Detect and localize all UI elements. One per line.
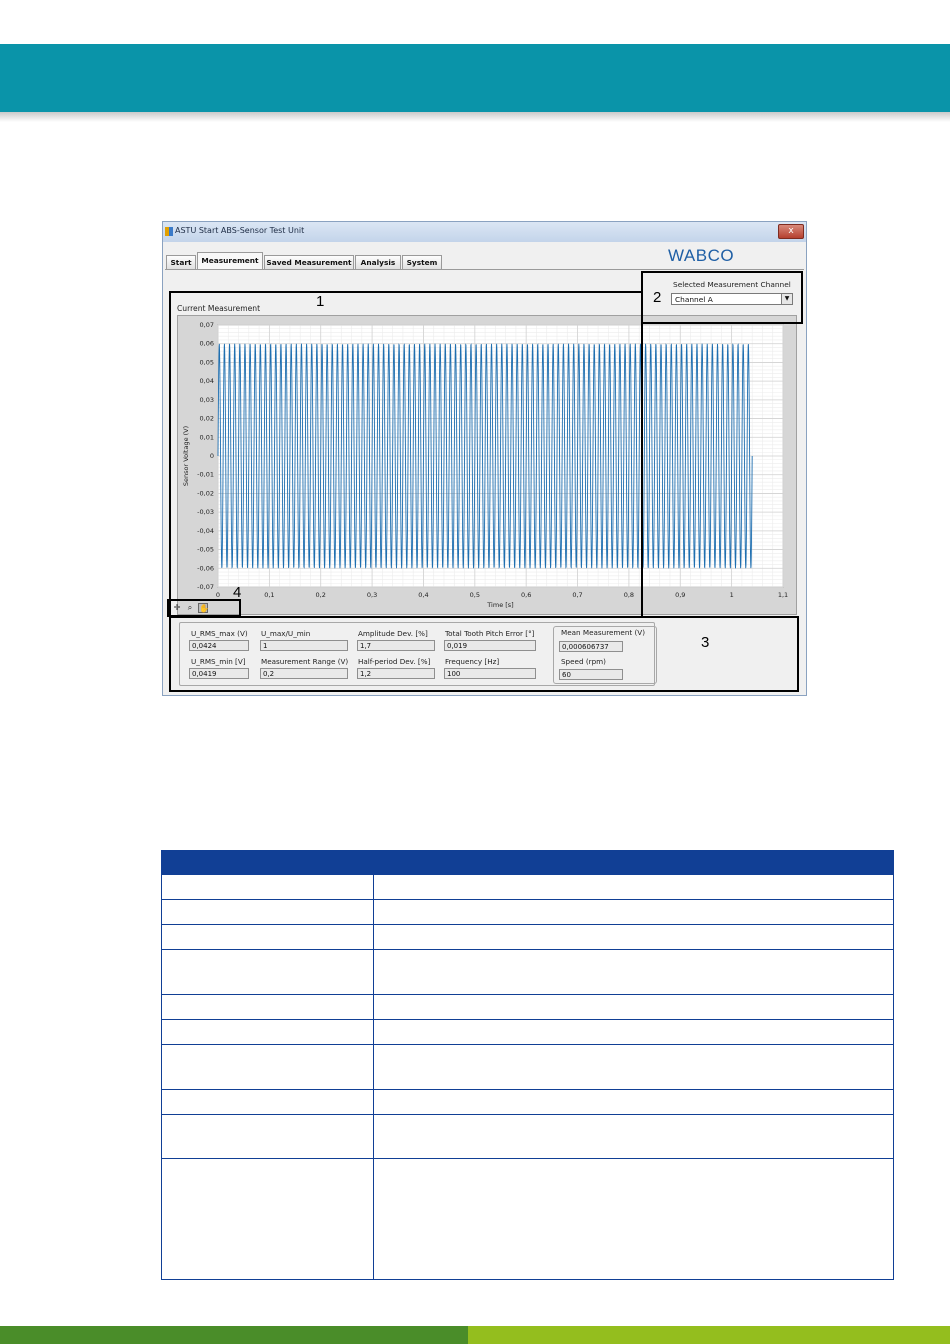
table-row-line bbox=[162, 899, 893, 900]
y-tick-label: 0,04 bbox=[199, 377, 214, 386]
header-shadow bbox=[0, 112, 950, 122]
indicator-value: 100 bbox=[444, 668, 536, 679]
indicator-value: 1,7 bbox=[357, 640, 435, 651]
zoom-icon[interactable]: ⌕ bbox=[187, 603, 193, 612]
indicator-value: 0,2 bbox=[260, 668, 348, 679]
footer-bar-right bbox=[468, 1326, 950, 1344]
indicator-label: U_RMS_max (V) bbox=[191, 629, 248, 638]
x-tick-label: 0,3 bbox=[366, 591, 378, 599]
table-row-line bbox=[162, 949, 893, 950]
indicator-label: Amplitude Dev. [%] bbox=[358, 629, 428, 638]
tab-system[interactable]: System bbox=[402, 255, 442, 269]
indicator-label: U_max/U_min bbox=[261, 629, 311, 638]
x-tick-label: 0,1 bbox=[264, 591, 275, 599]
mean-label: Mean Measurement (V) bbox=[561, 628, 646, 637]
tab-analysis[interactable]: Analysis bbox=[355, 255, 401, 269]
x-tick-label: 0,6 bbox=[521, 591, 532, 599]
y-tick-label: 0,02 bbox=[199, 414, 214, 423]
callout-box-4 bbox=[167, 599, 241, 617]
y-tick-label: -0,06 bbox=[197, 564, 214, 573]
table-row-line bbox=[162, 994, 893, 995]
tab-start[interactable]: Start bbox=[166, 255, 196, 269]
x-tick-label: 0,7 bbox=[572, 591, 583, 599]
table-row-line bbox=[162, 1114, 893, 1115]
wabco-logo: WABCO bbox=[668, 246, 735, 265]
description-table bbox=[161, 850, 894, 1280]
y-axis-label: Sensor Voltage (V) bbox=[182, 425, 190, 487]
indicator-label: Measurement Range (V) bbox=[261, 657, 349, 666]
y-tick-label: -0,03 bbox=[197, 508, 214, 517]
y-tick-label: -0,07 bbox=[197, 583, 214, 591]
table-row-line bbox=[162, 924, 893, 925]
x-tick-label: 0,9 bbox=[675, 591, 686, 599]
callout-box-3 bbox=[169, 616, 799, 692]
tab-measurement[interactable]: Measurement bbox=[197, 252, 263, 269]
table-row-line bbox=[162, 1019, 893, 1020]
y-tick-label: -0,02 bbox=[197, 489, 214, 498]
tab-saved-measurement[interactable]: Saved Measurement bbox=[264, 255, 354, 269]
indicator-value: 0,019 bbox=[444, 640, 536, 651]
header-band bbox=[0, 44, 950, 112]
callout-box-1 bbox=[169, 291, 643, 618]
indicator-value: 0,0424 bbox=[189, 640, 249, 651]
x-tick-label: 0,5 bbox=[469, 591, 480, 599]
speed-label: Speed (rpm) bbox=[561, 657, 606, 666]
x-axis-label: Time [s] bbox=[487, 601, 514, 609]
y-tick-label: -0,04 bbox=[197, 526, 214, 535]
indicator-label: Half-period Dev. [%] bbox=[358, 657, 431, 666]
window-title: ASTU Start ABS-Sensor Test Unit bbox=[175, 226, 305, 235]
channel-value: Channel A bbox=[675, 295, 713, 304]
close-button[interactable]: x bbox=[778, 224, 804, 239]
callout-number-2: 2 bbox=[653, 289, 662, 306]
indicator-value: 0,0419 bbox=[189, 668, 249, 679]
footer-bar-left bbox=[0, 1326, 468, 1344]
app-window-screenshot bbox=[162, 221, 807, 696]
y-tick-label: 0 bbox=[209, 452, 214, 460]
indicator-label: Total Tooth Pitch Error [°] bbox=[445, 629, 535, 638]
callout-number-4: 4 bbox=[233, 584, 242, 601]
x-tick-label: 1 bbox=[729, 591, 734, 599]
table-row-line bbox=[162, 1044, 893, 1045]
pan-icon[interactable]: ✋ bbox=[199, 604, 209, 613]
plot-label: Current Measurement bbox=[177, 304, 261, 313]
y-tick-label: -0,05 bbox=[197, 545, 214, 554]
x-tick-label: 1,1 bbox=[777, 591, 789, 599]
indicator-value: 1 bbox=[260, 640, 348, 651]
callout-number-1: 1 bbox=[316, 293, 325, 310]
app-icon bbox=[165, 227, 173, 236]
speed-value: 60 bbox=[559, 669, 623, 680]
x-tick-label: 0,4 bbox=[418, 591, 429, 599]
tab-divider bbox=[165, 269, 804, 270]
callout-box-2 bbox=[641, 271, 803, 324]
table-header-row bbox=[162, 851, 893, 875]
mean-value: 0,000606737 bbox=[559, 641, 623, 652]
y-tick-label: 0,03 bbox=[199, 395, 214, 404]
crosshair-icon[interactable]: ✛ bbox=[173, 603, 181, 612]
indicator-label: U_RMS_min [V] bbox=[191, 657, 246, 666]
table-column-divider bbox=[373, 851, 374, 1279]
y-tick-label: -0,01 bbox=[197, 470, 214, 479]
chevron-down-icon[interactable]: ▼ bbox=[781, 294, 792, 304]
callout-number-3: 3 bbox=[701, 634, 710, 651]
x-tick-label: 0,8 bbox=[623, 591, 635, 599]
window-titlebar bbox=[163, 222, 806, 242]
y-tick-label: 0,01 bbox=[199, 433, 214, 442]
table-row-line bbox=[162, 1089, 893, 1090]
y-tick-label: 0,05 bbox=[199, 358, 214, 367]
y-tick-label: 0,07 bbox=[199, 321, 214, 329]
x-tick-label: 0 bbox=[215, 591, 221, 599]
indicator-value: 1,2 bbox=[357, 668, 435, 679]
channel-label: Selected Measurement Channel bbox=[673, 280, 791, 289]
x-tick-label: 0,2 bbox=[315, 591, 326, 599]
indicator-label: Frequency [Hz] bbox=[445, 657, 500, 666]
y-tick-label: 0,06 bbox=[199, 339, 214, 348]
table-row-line bbox=[162, 1158, 893, 1159]
